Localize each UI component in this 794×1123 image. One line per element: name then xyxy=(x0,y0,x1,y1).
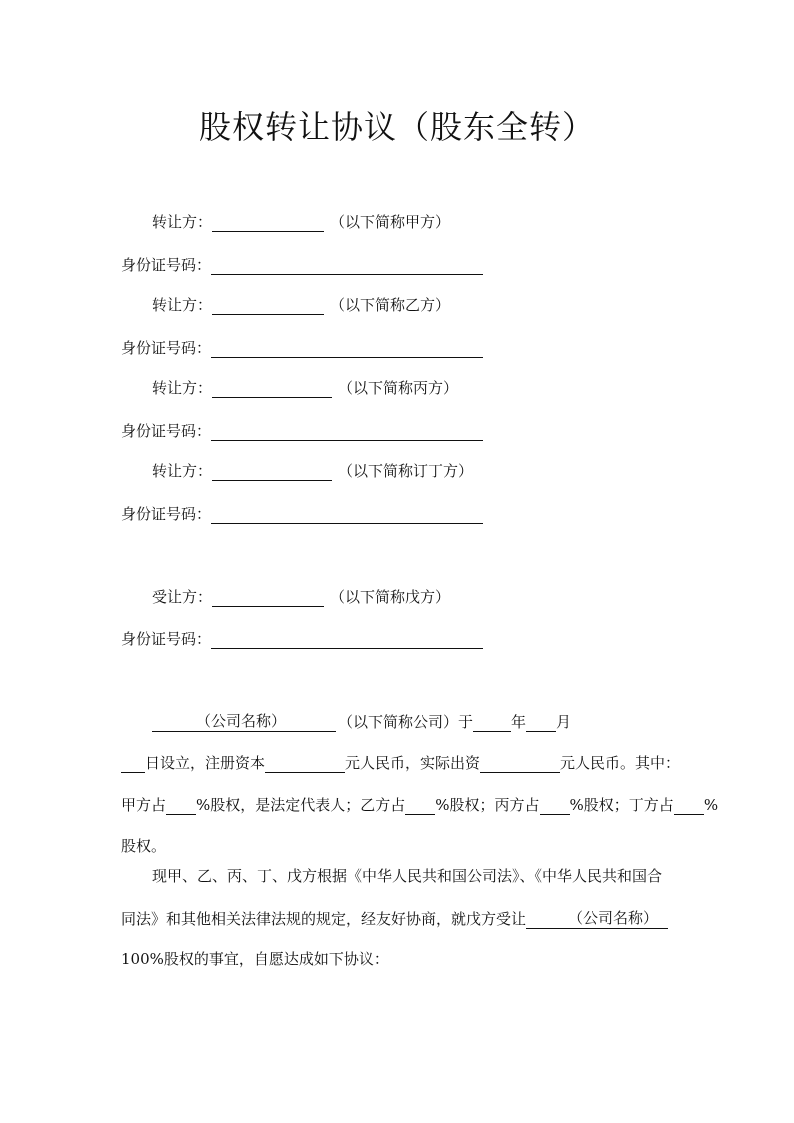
year-label: 年 xyxy=(511,713,527,731)
share-a-label: 甲方占 xyxy=(121,796,167,814)
transferee-suffix: （以下简称戊方） xyxy=(330,588,451,606)
party-3-suffix: （以下简称丙方） xyxy=(338,379,459,397)
transferee-id-field[interactable] xyxy=(211,632,483,649)
agreement-text-2: 同法》和其他相关法律法规的规定，经友好协商，就戊方受让 xyxy=(121,910,527,928)
share-c-field[interactable] xyxy=(540,798,570,815)
share-b-suffix: %股权；丙方占 xyxy=(435,796,540,814)
agreement-company-field[interactable] xyxy=(526,908,668,929)
agreement-company-placeholder: （公司名称） xyxy=(568,909,659,927)
agreement-text-1: 现甲、乙、丙、丁、戊方根据《中华人民共和国公司法》、《中华人民共和国合 xyxy=(152,867,663,885)
party-3-id-field[interactable] xyxy=(211,424,483,441)
party-1-role: 转让方： xyxy=(152,213,213,231)
shares-end-line xyxy=(121,836,166,856)
party-1-suffix: （以下简称甲方） xyxy=(330,213,451,231)
party-2-id-line xyxy=(121,338,483,358)
registered-capital-field[interactable] xyxy=(265,756,345,773)
party-2-line xyxy=(152,295,450,315)
transferee-name-field[interactable] xyxy=(212,590,324,607)
agreement-line-2 xyxy=(121,908,668,929)
rmb-label-2: 元人民币。其中： xyxy=(560,754,681,772)
party-4-line xyxy=(152,461,473,481)
month-label: 月 xyxy=(556,713,572,731)
agreement-text-3: 100%股权的事宜，自愿达成如下协议： xyxy=(121,950,389,968)
transferee-line xyxy=(152,587,450,607)
share-d-field[interactable] xyxy=(674,798,704,815)
party-3-name-field[interactable] xyxy=(212,381,332,398)
party-3-role: 转让方： xyxy=(152,379,213,397)
agreement-line-1 xyxy=(152,866,662,886)
party-1-id-field[interactable] xyxy=(211,258,483,275)
party-4-suffix: （以下简称订丁方） xyxy=(338,462,474,480)
share-b-field[interactable] xyxy=(405,798,435,815)
month-field[interactable] xyxy=(526,715,556,732)
party-1-line xyxy=(152,212,450,232)
day-field[interactable] xyxy=(121,756,145,773)
day-label: 日设立，注册资本 xyxy=(145,754,266,772)
company-suffix: （以下简称公司）于 xyxy=(338,713,474,731)
party-1-name-field[interactable] xyxy=(212,215,324,232)
transferee-role: 受让方： xyxy=(152,588,213,606)
party-2-id-label: 身份证号码： xyxy=(121,339,212,357)
share-a-field[interactable] xyxy=(166,798,196,815)
party-1-id-label: 身份证号码： xyxy=(121,256,212,274)
capital-line xyxy=(121,753,680,773)
shares-line xyxy=(121,795,718,815)
company-name-placeholder: （公司名称） xyxy=(196,712,287,730)
company-line xyxy=(152,711,571,732)
party-4-id-line xyxy=(121,504,483,524)
company-name-field[interactable] xyxy=(152,711,336,732)
party-3-id-label: 身份证号码： xyxy=(121,422,212,440)
party-2-role: 转让方： xyxy=(152,296,213,314)
document-title: 股权转让协议（股东全转） xyxy=(198,108,595,146)
rmb-label-1: 元人民币，实际出资 xyxy=(345,754,481,772)
party-4-name-field[interactable] xyxy=(212,464,332,481)
party-2-id-field[interactable] xyxy=(211,341,483,358)
party-4-role: 转让方： xyxy=(152,462,213,480)
party-3-id-line xyxy=(121,421,483,441)
shares-end: 股权。 xyxy=(121,837,167,855)
party-3-line xyxy=(152,378,458,398)
share-d-suffix: % xyxy=(703,796,719,814)
party-2-name-field[interactable] xyxy=(212,298,324,315)
party-1-id-line xyxy=(121,255,483,275)
year-field[interactable] xyxy=(473,715,511,732)
transferee-id-label: 身份证号码： xyxy=(121,630,212,648)
party-4-id-label: 身份证号码： xyxy=(121,505,212,523)
transferee-id-line xyxy=(121,629,483,649)
paid-capital-field[interactable] xyxy=(480,756,560,773)
share-c-suffix: %股权；丁方占 xyxy=(569,796,674,814)
share-a-suffix: %股权，是法定代表人；乙方占 xyxy=(196,796,406,814)
party-2-suffix: （以下简称乙方） xyxy=(330,296,451,314)
agreement-line-3 xyxy=(121,949,389,969)
party-4-id-field[interactable] xyxy=(211,507,483,524)
